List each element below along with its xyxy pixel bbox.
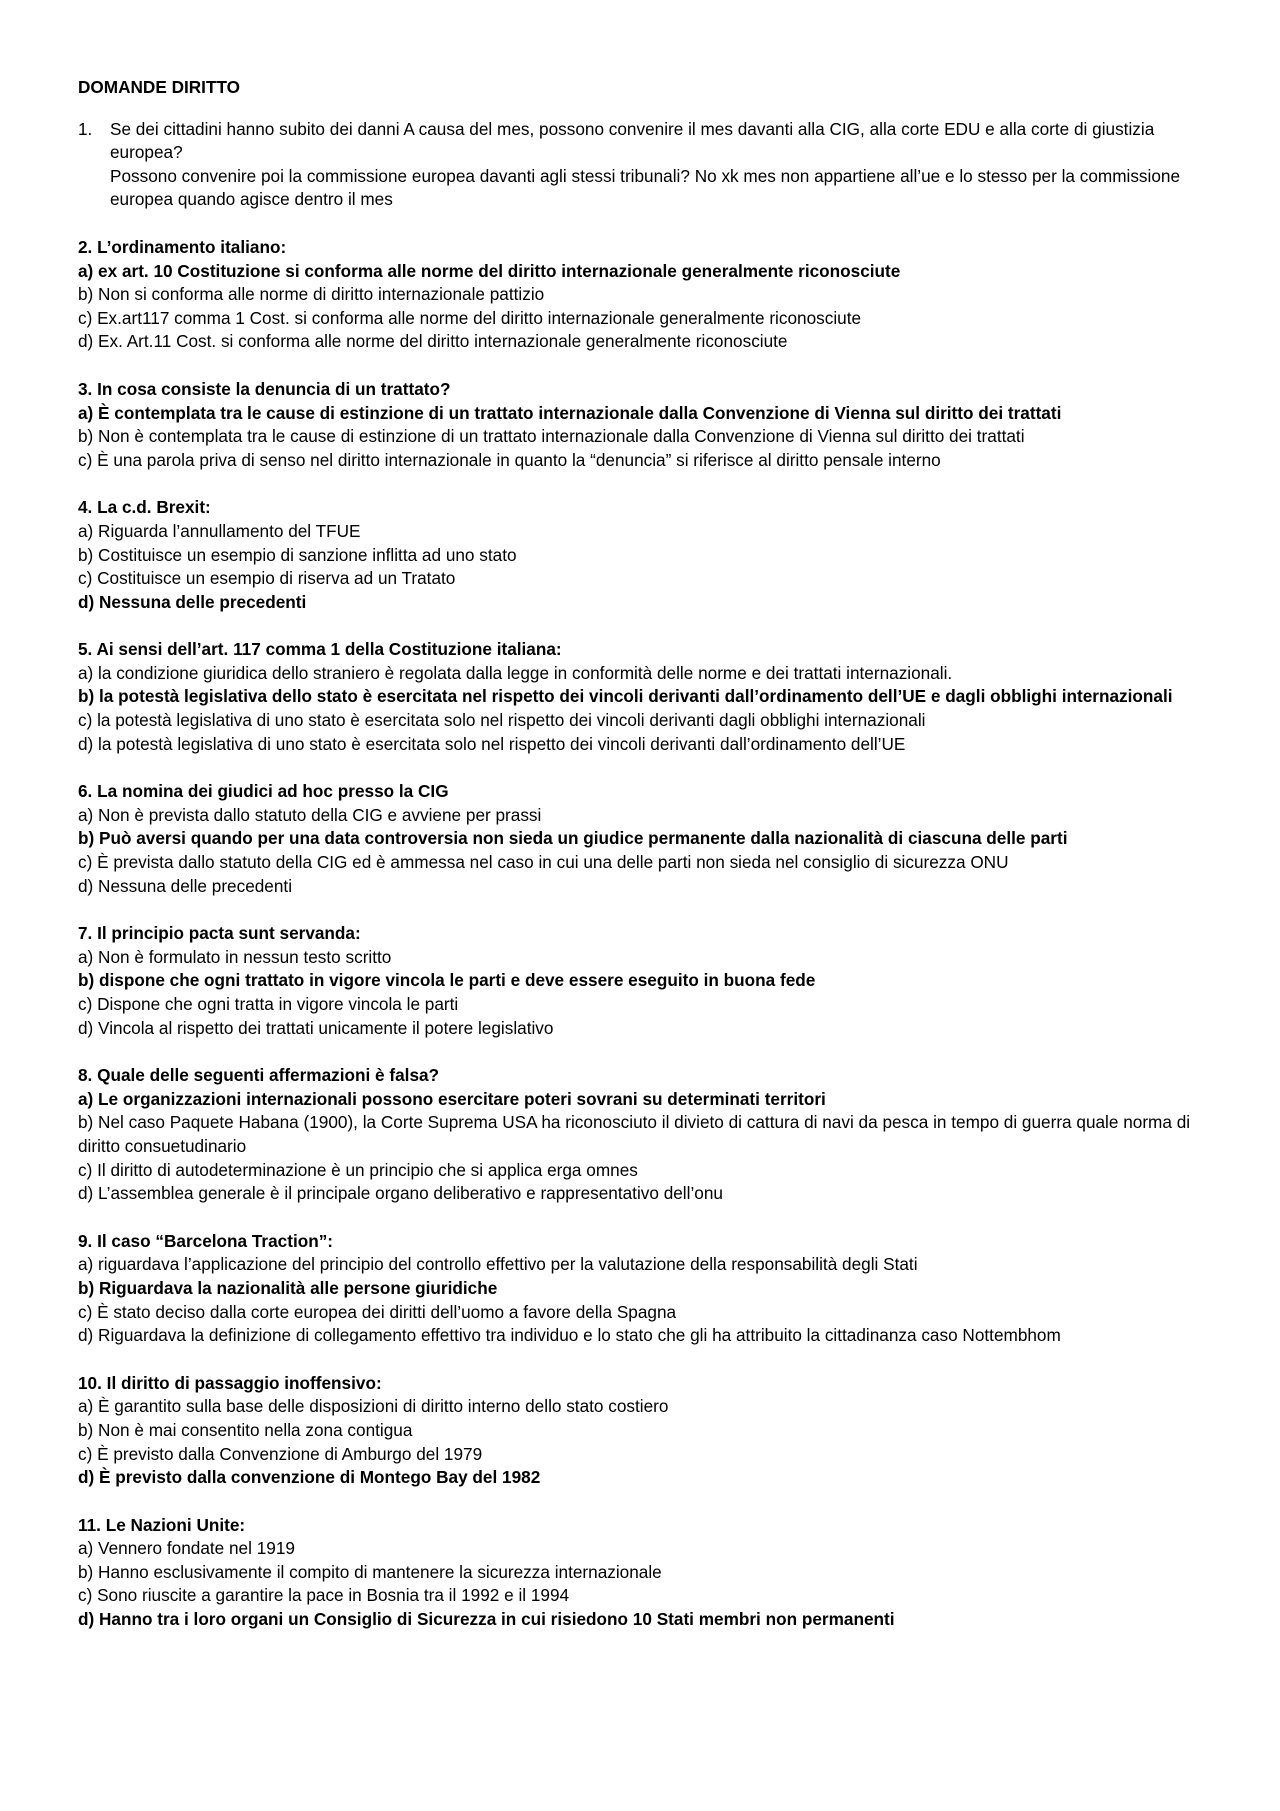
question-title: 9. Il caso “Barcelona Traction”: <box>78 1230 334 1251</box>
answer-option-correct: d) È previsto dalla convenzione di Montego Bay del 1982 <box>78 1467 541 1488</box>
question-title: 11. Le Nazioni Unite: <box>78 1514 246 1535</box>
answer-option: a) Non è formulato in nessun testo scritto <box>78 946 392 967</box>
answer-option-correct: a) È contemplata tra le cause di estinzione di un trattato internazionale dalla Convenzione di Vienna sul diritto dei trattati <box>78 402 1062 423</box>
answer-option: c) È una parola priva di senso nel diritto internazionale in quanto la “denuncia” si riferisce al diritto pensale interno <box>78 449 941 470</box>
answer-option-correct: d) Nessuna delle precedenti <box>78 591 307 612</box>
question-list <box>78 236 1220 1632</box>
question-title: 8. Quale delle seguenti affermazioni è falsa? <box>78 1065 440 1086</box>
answer-option: c) Sono riuscite a garantire la pace in Bosnia tra il 1992 e il 1994 <box>78 1585 570 1606</box>
question-block <box>78 922 1220 1040</box>
question-block <box>78 236 1220 354</box>
question-block <box>78 780 1220 898</box>
answer-option-correct: d) Hanno tra i loro organi un Consiglio di Sicurezza in cui risiedono 10 Stati membri non permanenti <box>78 1609 895 1630</box>
question-title: 7. Il principio pacta sunt servanda: <box>78 923 361 944</box>
answer-option: c) È stato deciso dalla corte europea dei diritti dell’uomo a favore della Spagna <box>78 1301 677 1322</box>
document-title: DOMANDE DIRITTO <box>78 77 241 97</box>
answer-option: d) Nessuna delle precedenti <box>78 875 293 896</box>
answer-option-correct: b) la potestà legislativa dello stato è esercitata nel rispetto dei vincoli derivanti dall’ordinamento dell’UE e dagli obblighi internazionali <box>78 686 1173 707</box>
question-block <box>78 496 1220 614</box>
question-block <box>78 1514 1220 1632</box>
question-1-body <box>110 118 1220 212</box>
answer-option: d) Riguardava la definizione di collegamento effettivo tra individuo e lo stato che gli ha attribuito la cittadinanza caso Nottembhom <box>78 1325 1061 1346</box>
answer-option-correct: a) ex art. 10 Costituzione si conforma alle norme del diritto internazionale generalmente riconosciute <box>78 260 901 281</box>
question-1 <box>78 118 1220 212</box>
answer-option: c) Il diritto di autodeterminazione è un principio che si applica erga omnes <box>78 1159 638 1180</box>
answer-option: d) L’assemblea generale è il principale organo deliberativo e rappresentativo dell’onu <box>78 1183 723 1204</box>
question-title: 5. Ai sensi dell’art. 117 comma 1 della Costituzione italiana: <box>78 639 562 660</box>
question-title: 2. L’ordinamento italiano: <box>78 236 287 257</box>
answer-option: c) Ex.art117 comma 1 Cost. si conforma alle norme del diritto internazionale generalmente riconosciute <box>78 307 862 328</box>
answer-option: a) Non è prevista dallo statuto della CIG e avviene per prassi <box>78 804 542 825</box>
question-block <box>78 1064 1220 1206</box>
answer-option: c) Dispone che ogni tratta in vigore vincola le parti <box>78 994 459 1014</box>
question-title: 6. La nomina dei giudici ad hoc presso la CIG <box>78 781 449 802</box>
question-number: 1. <box>78 118 93 139</box>
answer-option: a) Riguarda l’annullamento del TFUE <box>78 520 361 541</box>
answer-option-correct: b) dispone che ogni trattato in vigore vincola le parti e deve essere eseguito in buona fede <box>78 970 816 991</box>
question-title: 3. In cosa consiste la denuncia di un trattato? <box>78 378 451 399</box>
answer-option-correct: a) Le organizzazioni internazionali possono esercitare poteri sovrani su determinati territori <box>78 1088 826 1109</box>
answer-option-correct: b) Riguardava la nazionalità alle persone giuridiche <box>78 1277 498 1298</box>
answer-option: c) Costituisce un esempio di riserva ad un Tratato <box>78 568 456 589</box>
question-1-followup: Possono convenire poi la commissione europea davanti agli stessi tribunali? No xk mes non appartiene all’ue e lo stesso per la commissione europea quando agisce dentro il mes <box>110 165 1181 210</box>
answer-option: b) Nel caso Paquete Habana (1900), la Corte Suprema USA ha riconosciuto il divieto di cattura di navi da pesca in tempo di guerra quale norma di diritto consuetudinario <box>78 1112 1191 1156</box>
question-title: 10. Il diritto di passaggio inoffensivo: <box>78 1372 382 1393</box>
answer-option: b) Hanno esclusivamente il compito di mantenere la sicurezza internazionale <box>78 1561 662 1582</box>
answer-option: b) Costituisce un esempio di sanzione inflitta ad uno stato <box>78 544 517 565</box>
answer-option: d) Ex. Art.11 Cost. si conforma alle norme del diritto internazionale generalmente riconosciute <box>78 331 788 352</box>
question-title: 4. La c.d. Brexit: <box>78 497 211 518</box>
answer-option: a) Vennero fondate nel 1919 <box>78 1538 295 1559</box>
question-block <box>78 1230 1220 1348</box>
answer-option: a) riguardava l’applicazione del principio del controllo effettivo per la valutazione della responsabilità degli Stati <box>78 1254 918 1275</box>
question-block <box>78 638 1220 756</box>
answer-option: d) Vincola al rispetto dei trattati unicamente il potere legislativo <box>78 1017 554 1038</box>
answer-option: c) È prevista dallo statuto della CIG ed è ammessa nel caso in cui una delle parti non sieda nel consiglio di sicurezza ONU <box>78 852 1009 873</box>
answer-option: b) Non si conforma alle norme di diritto internazionale pattizio <box>78 284 545 305</box>
answer-option: a) la condizione giuridica dello straniero è regolata dalla legge in conformità delle norme e dei trattati internazionali. <box>78 662 953 683</box>
question-1-text: Se dei cittadini hanno subito dei danni A causa del mes, possono convenire il mes davanti alla CIG, alla corte EDU e alla corte di giustizia europea? <box>110 118 1155 163</box>
question-block <box>78 1372 1220 1490</box>
question-block <box>78 378 1220 472</box>
answer-option: a) È garantito sulla base delle disposizioni di diritto interno dello stato costiero <box>78 1396 669 1417</box>
answer-option: c) È previsto dalla Convenzione di Amburgo del 1979 <box>78 1443 483 1464</box>
answer-option: c) la potestà legislativa di uno stato è esercitata solo nel rispetto dei vincoli derivanti dagli obblighi internazionali <box>78 710 926 731</box>
answer-option: b) Non è mai consentito nella zona contigua <box>78 1419 413 1440</box>
answer-option: d) la potestà legislativa di uno stato è esercitata solo nel rispetto dei vincoli derivanti dall’ordinamento dell’UE <box>78 733 906 754</box>
answer-option-correct: b) Può aversi quando per una data controversia non sieda un giudice permanente dalla nazionalità di ciascuna delle parti <box>78 828 1068 849</box>
answer-option: b) Non è contemplata tra le cause di estinzione di un trattato internazionale dalla Convenzione di Vienna sul diritto dei trattati <box>78 426 1025 447</box>
